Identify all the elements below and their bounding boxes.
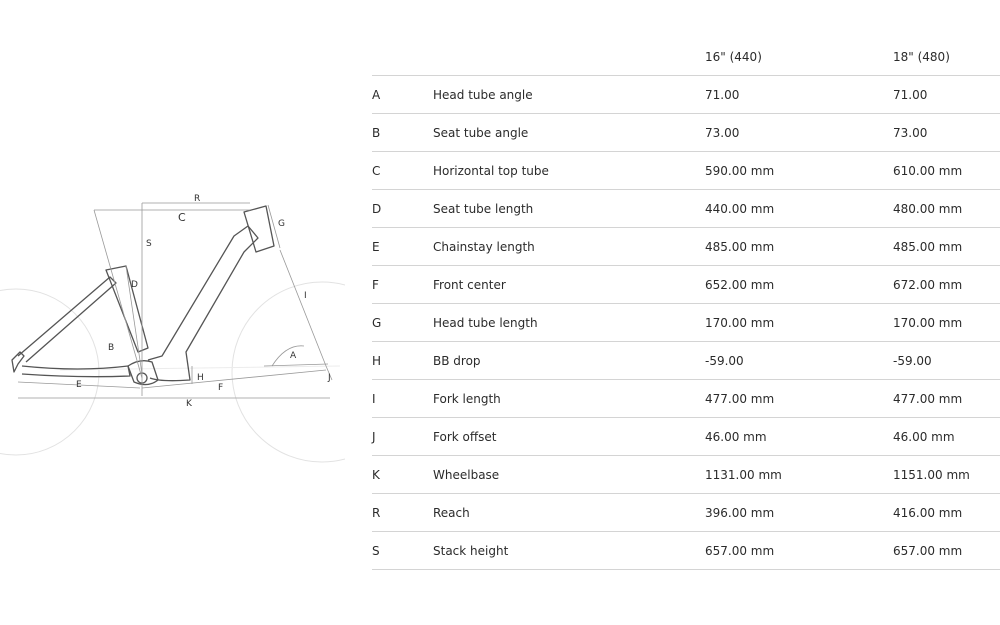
row-value-18: 657.00 mm bbox=[893, 532, 1000, 570]
row-value-16: 46.00 mm bbox=[705, 418, 893, 456]
row-letter: R bbox=[372, 494, 433, 532]
bike-geometry-diagram bbox=[0, 190, 345, 465]
header-size-18: 18" (480) bbox=[893, 49, 950, 64]
fork-length-line bbox=[280, 250, 326, 366]
row-label: Stack height bbox=[433, 532, 705, 570]
table-row bbox=[372, 532, 1000, 570]
table-row bbox=[372, 114, 1000, 152]
row-letter: H bbox=[372, 342, 433, 380]
row-letter: C bbox=[372, 152, 433, 190]
table-row bbox=[372, 76, 1000, 114]
row-value-16: 477.00 mm bbox=[705, 380, 893, 418]
table-row bbox=[372, 266, 1000, 304]
marker-g: G bbox=[278, 219, 285, 229]
row-label: Front center bbox=[433, 266, 705, 304]
row-value-16: 71.00 bbox=[705, 76, 893, 114]
row-value-18: 73.00 bbox=[893, 114, 1000, 152]
marker-d: D bbox=[131, 280, 138, 290]
row-label: BB drop bbox=[433, 342, 705, 380]
row-letter: G bbox=[372, 304, 433, 342]
row-value-18: 46.00 mm bbox=[893, 418, 1000, 456]
chain-stay bbox=[22, 366, 130, 377]
row-value-18: 71.00 bbox=[893, 76, 1000, 114]
table-row bbox=[372, 494, 1000, 532]
row-letter: D bbox=[372, 190, 433, 228]
head-tube bbox=[244, 206, 274, 252]
row-letter: K bbox=[372, 456, 433, 494]
row-value-18: 480.00 mm bbox=[893, 190, 1000, 228]
table-row bbox=[372, 342, 1000, 380]
row-value-18: 477.00 mm bbox=[893, 380, 1000, 418]
marker-c: C bbox=[178, 211, 186, 224]
marker-i: I bbox=[304, 291, 307, 301]
front-wheel-outline bbox=[232, 282, 345, 462]
row-value-18: 485.00 mm bbox=[893, 228, 1000, 266]
front-center-line bbox=[142, 370, 326, 388]
row-value-18: 1151.00 mm bbox=[893, 456, 1000, 494]
row-label: Fork offset bbox=[433, 418, 705, 456]
row-label: Horizontal top tube bbox=[433, 152, 705, 190]
row-label: Reach bbox=[433, 494, 705, 532]
marker-a: A bbox=[290, 351, 297, 361]
row-value-16: 170.00 mm bbox=[705, 304, 893, 342]
marker-e: E bbox=[76, 380, 82, 390]
head-angle-arc bbox=[272, 346, 304, 366]
rear-dropout bbox=[12, 352, 24, 372]
header-letter bbox=[372, 38, 433, 76]
seat-stay bbox=[18, 277, 116, 362]
marker-s: S bbox=[146, 239, 152, 249]
row-letter: B bbox=[372, 114, 433, 152]
marker-j: J bbox=[328, 373, 331, 383]
row-label: Head tube length bbox=[433, 304, 705, 342]
row-letter: I bbox=[372, 380, 433, 418]
marker-f: F bbox=[218, 383, 224, 393]
table-row bbox=[372, 304, 1000, 342]
header-label bbox=[433, 38, 705, 76]
row-label: Chainstay length bbox=[433, 228, 705, 266]
row-value-18: 170.00 mm bbox=[893, 304, 1000, 342]
row-letter: J bbox=[372, 418, 433, 456]
row-value-16: 485.00 mm bbox=[705, 228, 893, 266]
row-label: Wheelbase bbox=[433, 456, 705, 494]
row-letter: F bbox=[372, 266, 433, 304]
row-label: Seat tube length bbox=[433, 190, 705, 228]
row-value-18: 416.00 mm bbox=[893, 494, 1000, 532]
bike-frame bbox=[12, 206, 274, 385]
row-value-16: 652.00 mm bbox=[705, 266, 893, 304]
marker-r: R bbox=[194, 194, 201, 204]
marker-b: B bbox=[108, 343, 115, 353]
row-label: Head tube angle bbox=[433, 76, 705, 114]
row-value-16: 396.00 mm bbox=[705, 494, 893, 532]
marker-h: H bbox=[197, 373, 204, 383]
row-value-16: 1131.00 mm bbox=[705, 456, 893, 494]
row-label: Seat tube angle bbox=[433, 114, 705, 152]
table-row bbox=[372, 228, 1000, 266]
table-row bbox=[372, 152, 1000, 190]
table-header-row bbox=[372, 38, 1000, 76]
seat-angle-line bbox=[94, 210, 142, 378]
table-row bbox=[372, 380, 1000, 418]
table-row bbox=[372, 190, 1000, 228]
row-letter: A bbox=[372, 76, 433, 114]
row-value-18: 610.00 mm bbox=[893, 152, 1000, 190]
row-value-16: -59.00 bbox=[705, 342, 893, 380]
marker-k: K bbox=[186, 399, 192, 409]
header-size-16: 16" (440) bbox=[705, 49, 762, 64]
row-letter: S bbox=[372, 532, 433, 570]
table-row bbox=[372, 418, 1000, 456]
row-value-18: -59.00 bbox=[893, 342, 1000, 380]
head-angle-base-line bbox=[264, 364, 328, 366]
row-value-16: 73.00 bbox=[705, 114, 893, 152]
row-value-16: 590.00 mm bbox=[705, 152, 893, 190]
row-value-16: 657.00 mm bbox=[705, 532, 893, 570]
row-letter: E bbox=[372, 228, 433, 266]
row-value-18: 672.00 mm bbox=[893, 266, 1000, 304]
geometry-table bbox=[372, 38, 1000, 570]
rear-wheel-outline bbox=[0, 289, 99, 455]
down-tube bbox=[148, 226, 258, 381]
row-label: Fork length bbox=[433, 380, 705, 418]
row-value-16: 440.00 mm bbox=[705, 190, 893, 228]
table-row bbox=[372, 456, 1000, 494]
